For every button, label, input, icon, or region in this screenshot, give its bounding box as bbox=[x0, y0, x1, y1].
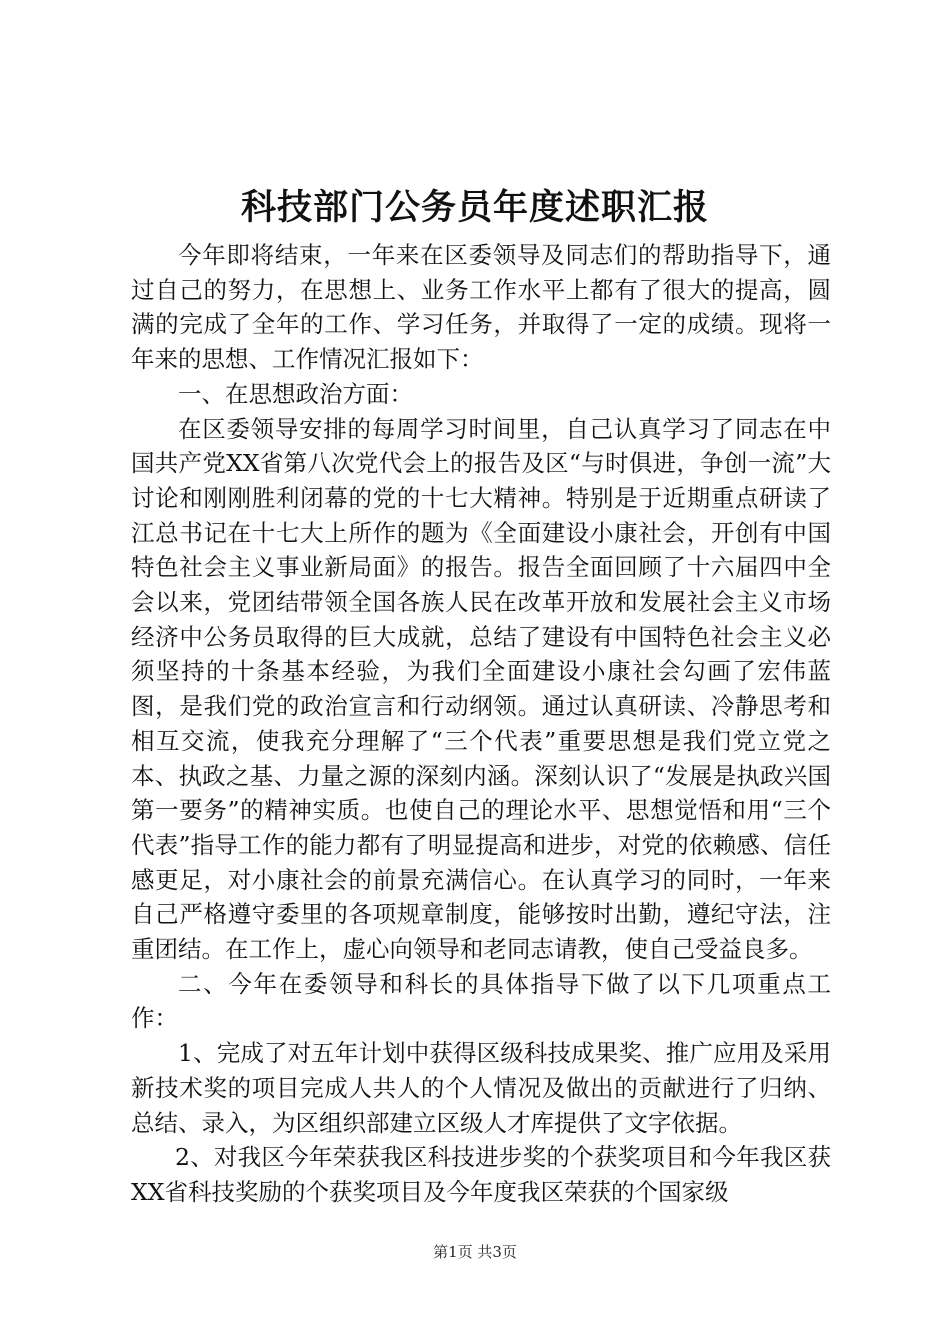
section-heading-ideology: 一、在思想政治方面： bbox=[178, 379, 413, 408]
paragraph-work-item-2: 2、对我区今年荣获我区科技进步奖的个获奖项目和今年我区获XX省科技奖励的个获奖项目及今年度我区荣获的个国家级 bbox=[131, 1143, 831, 1206]
section-heading-work: 二、今年在委领导和科长的具体指导下做了以下几项重点工作： bbox=[131, 969, 831, 1033]
page-footer: 第1页 共3页 bbox=[433, 1243, 517, 1261]
document-body bbox=[131, 238, 831, 1210]
paragraph-intro: 今年即将结束，一年来在区委领导及同志们的帮助指导下，通过自己的努力，在思想上、业务工作水平上都有了很大的提高，圆满的完成了全年的工作、学习任务，并取得了一定的成绩。现将一年来的思想、工作情况汇报如下： bbox=[131, 241, 831, 374]
paragraph-work-item-1: 1、完成了对五年计划中获得区级科技成果奖、推广应用及采用新技术奖的项目完成人共人的个人情况及做出的贡献进行了归纳、总结、录入，为区组织部建立区级人才库提供了文字依据。 bbox=[131, 1039, 831, 1137]
paragraph-ideology: 在区委领导安排的每周学习时间里，自己认真学习了同志在中国共产党XX省第八次党代会上的报告及区“与时俱进，争创一流”大讨论和刚刚胜利闭幕的党的十七大精神。特别是于近期重点研读了江总书记在十七大上所作的题为《全面建设小康社会，开创有中国特色社会主义事业新局面》的报告。报告全面回顾了十六届四中全会以来，党团结带领全国各族人民在改革开放和发展社会主义市场经济中公务员取得的巨大成就，总结了建设有中国特色社会主义必须坚持的十条基本经验，为我们全面建设小康社会勾画了宏伟蓝图，是我们党的政治宣言和行动纲领。通过认真研读、冷静思考和相互交流，使我充分理解了“三个代表”重要思想是我们党立党之本、执政之基、力量之源的深刻内涵。深刻认识了“发展是执政兴国第一要务”的精神实质。也使自己的理论水平、思想觉悟和用“三个代表”指导工作的能力都有了明显提高和进步，对党的依赖感、信任感更足，对小康社会的前景充满信心。在认真学习的同时，一年来自己严格遵守委里的各项规章制度，能够按时出勤，遵纪守法，注重团结。在工作上，虚心向领导和老同志请教，使自己受益良多。 bbox=[131, 414, 831, 964]
document-title: 科技部门公务员年度述职汇报 bbox=[240, 187, 709, 228]
